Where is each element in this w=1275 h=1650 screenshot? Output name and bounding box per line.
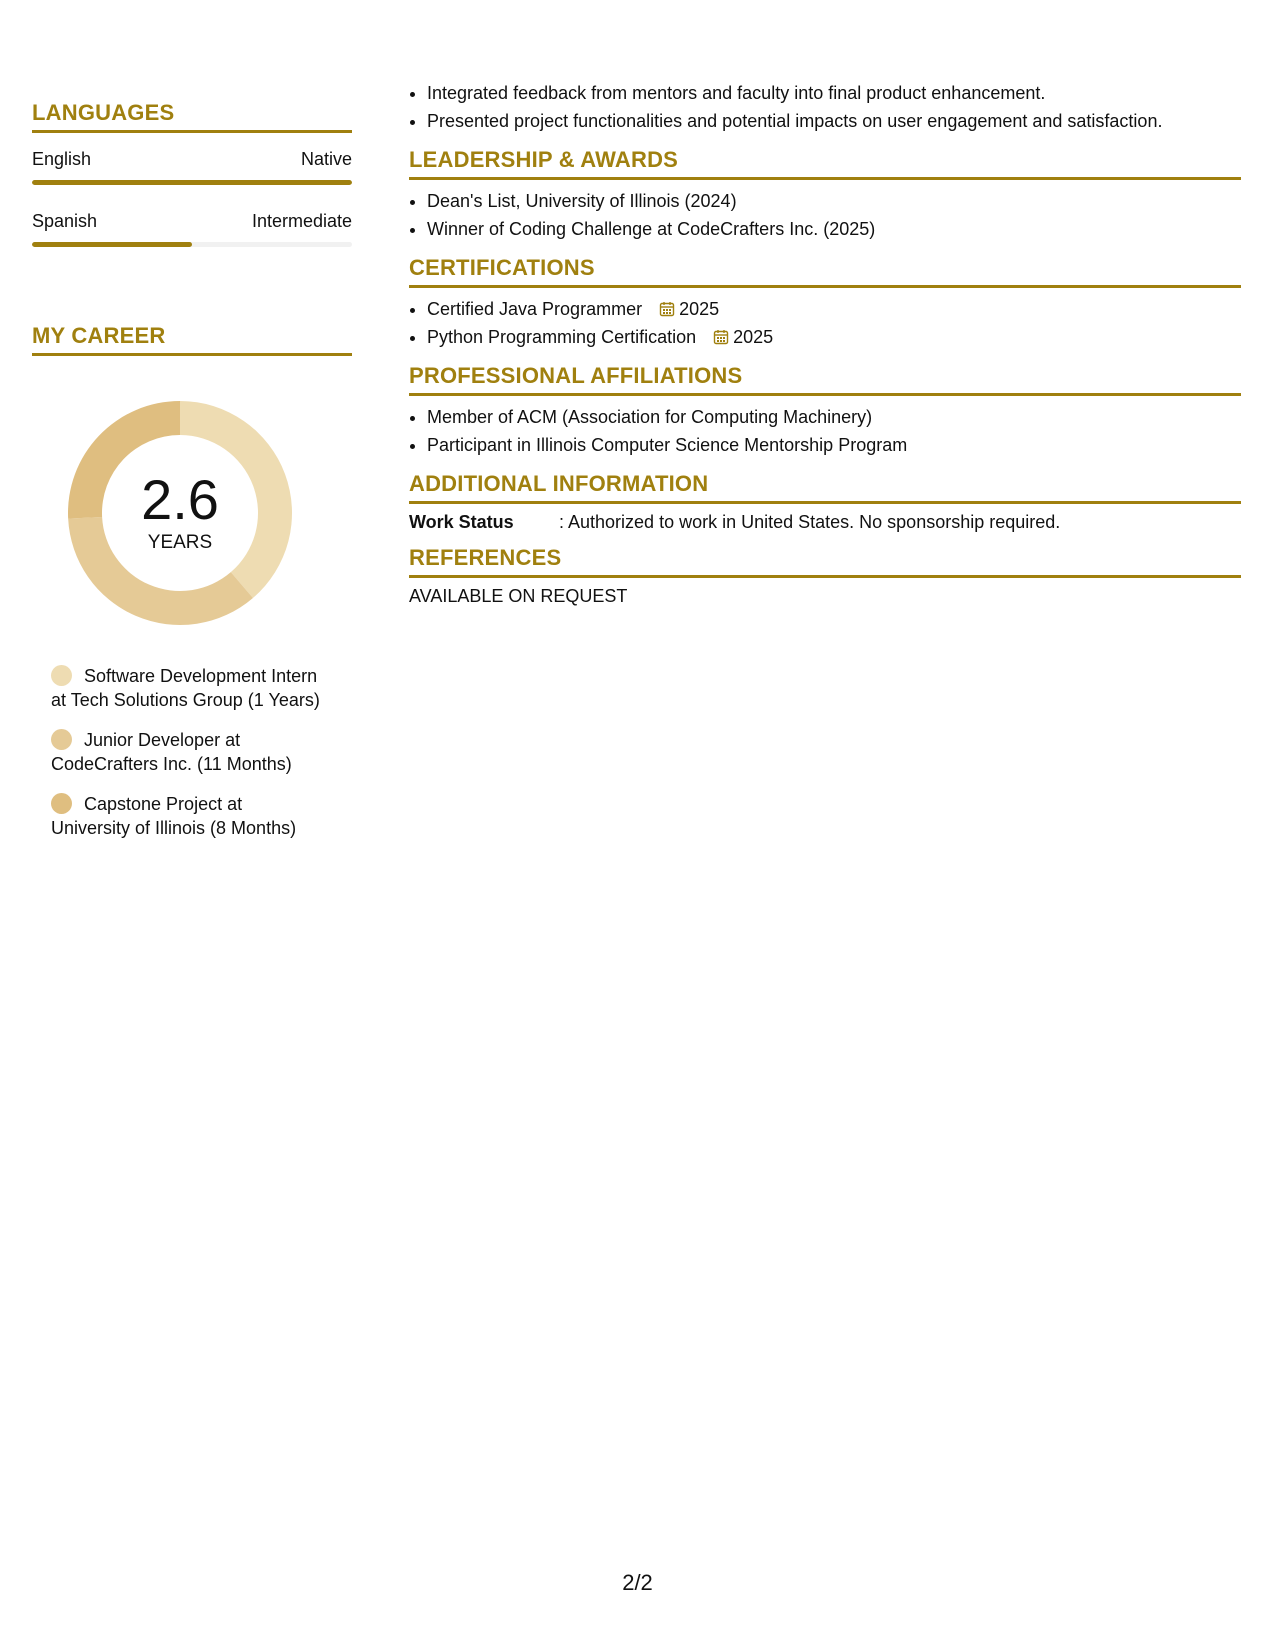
donut-center: [67, 400, 293, 626]
certification-name: Python Programming Certification: [427, 326, 697, 347]
calendar-icon: [659, 301, 675, 317]
work-status-value: : Authorized to work in United States. No sponsorship required.: [559, 512, 1061, 532]
legend-dot: [51, 729, 72, 750]
language-level: Intermediate: [251, 211, 352, 231]
references-section: [409, 545, 1241, 607]
legend-item: [51, 664, 322, 712]
career-unit: YEARS: [147, 532, 213, 553]
list-item: • Dean's List, University of Illinois (2024): [427, 188, 1241, 216]
legend-item: [51, 792, 322, 840]
career-section: [32, 323, 352, 840]
affiliations-title: PROFESSIONAL AFFILIATIONS: [409, 363, 1241, 396]
languages-title: LANGUAGES: [32, 100, 352, 133]
list-item: • Member of ACM (Association for Computing Machinery): [427, 404, 1241, 432]
legend-label: Software Development Intern at Tech Solutions Group (1 Years): [51, 666, 320, 710]
list-item: • Presented project functionalities and potential impacts on user engagement and satisfaction.: [427, 108, 1241, 136]
languages-section: [32, 100, 352, 247]
legend-item: [51, 728, 322, 776]
list-item: [427, 324, 1241, 352]
list-item: [427, 296, 1241, 324]
certification-name: Certified Java Programmer: [427, 299, 643, 319]
legend-label: Capstone Project at University of Illinois (8 Months): [51, 794, 297, 838]
list-item: • Integrated feedback from mentors and faculty into final product enhancement.: [427, 80, 1241, 108]
language-proficiency-fill: [32, 180, 352, 185]
career-total: 2.6: [141, 468, 219, 531]
list-item: • Winner of Coding Challenge at CodeCrafters Inc. (2025): [427, 216, 1241, 244]
career-donut-chart: [67, 400, 293, 626]
references-title: REFERENCES: [409, 545, 1241, 578]
left-column: [32, 100, 352, 856]
additional-title: ADDITIONAL INFORMATION: [409, 471, 1241, 504]
list-item: • Participant in Illinois Computer Science Mentorship Program: [427, 432, 1241, 460]
language-item: [32, 149, 352, 185]
certifications-section: [409, 255, 1241, 351]
calendar-icon: [713, 329, 729, 345]
language-proficiency-fill: [32, 242, 192, 247]
right-column: [409, 80, 1241, 607]
legend-dot: [51, 793, 72, 814]
legend-dot: [51, 665, 72, 686]
certification-year: 2025: [679, 299, 720, 319]
language-level: Native: [300, 149, 352, 169]
page-number: 2/2: [622, 1570, 653, 1595]
certifications-title: CERTIFICATIONS: [409, 255, 1241, 288]
career-legend: [32, 664, 322, 840]
language-item: [32, 211, 352, 247]
leadership-title: LEADERSHIP & AWARDS: [409, 147, 1241, 180]
work-status-row: [409, 512, 1241, 533]
language-name: English: [32, 149, 92, 169]
project-bullets: [409, 80, 1241, 135]
certification-year: 2025: [733, 326, 774, 347]
work-status-label: Work Status: [409, 512, 514, 532]
affiliations-section: [409, 363, 1241, 459]
language-proficiency-bar: [32, 242, 352, 247]
language-name: Spanish: [32, 211, 98, 231]
career-title: MY CAREER: [32, 323, 352, 356]
legend-label: Junior Developer at CodeCrafters Inc. (11 Months): [51, 730, 292, 774]
leadership-section: [409, 147, 1241, 243]
references-text: AVAILABLE ON REQUEST: [409, 586, 628, 606]
language-proficiency-bar: [32, 180, 352, 185]
additional-section: [409, 471, 1241, 533]
